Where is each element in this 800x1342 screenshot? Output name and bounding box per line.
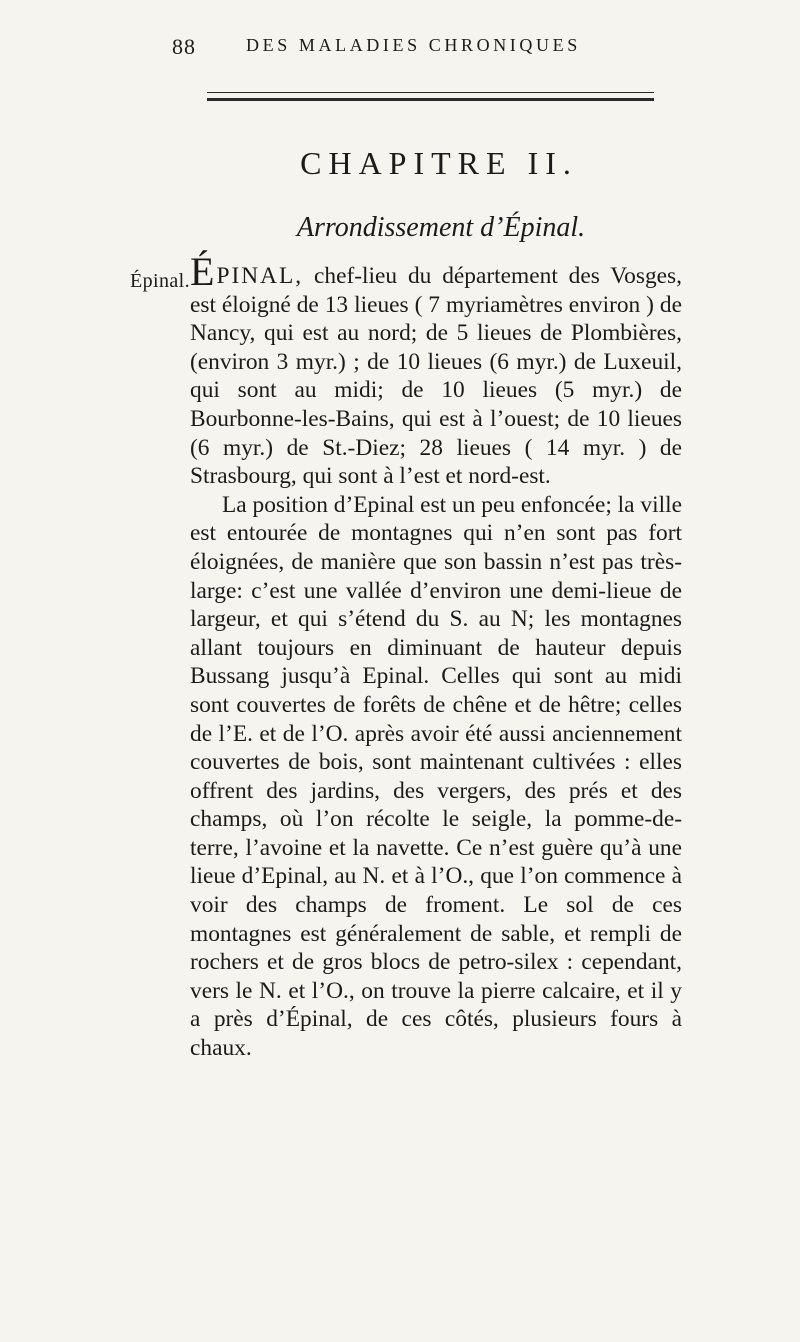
text-body xyxy=(190,249,682,1063)
running-head xyxy=(0,34,800,64)
running-title: DES MALADIES CHRONIQUES xyxy=(246,35,581,55)
paragraph-2: La position d’Epinal est un peu enfoncée; la ville est entourée de montagnes qui n’en sont pas fort éloignées, de manière que son bassin n’est pas très-large: c’est une vallée d’environ une demi-lieue de largeur, et qui s’étend du S. au N; les montagnes allant toujours en diminuant de hauteur depuis Bussang jusqu’à Epinal. Celles qui sont au midi sont couvertes de forêts de chêne et de hêtre; celles de l’E. et de l’O. après avoir été aussi anciennement couvertes de bois, sont maintenant cultivées : elles offrent des jardins, des vergers, des prés et des champs, où l’on récolte le seigle, la pomme-de-terre, l’avoine et la navette. Ce n’est guère qu’à une lieue d’Epinal, au N. et à l’O., que l’on commence à voir des champs de froment. Le sol de ces montagnes est généralement de sable, et rempli de rochers et de gros blocs de petro-silex : cependant, vers le N. et l’O., on trouve la pierre calcaire, et il y a près d’Épinal, de ces côtés, plusieurs fours à chaux. xyxy=(190,491,682,1062)
drop-cap: É xyxy=(190,249,215,294)
paragraph-text: chef-lieu du département des Vosges, est éloigné de 13 lieues ( 7 myriamètres environ ) de Nancy, qui est au nord; de 5 lieues de Plombières, (environ 3 myr.) ; de 10 lieues (6 myr.) de Luxeuil, qui sont au midi; de 10 lieues (5 myr.) de Bourbonne-les-Bains, qui est à l’ouest; de 10 lieues (6 myr.) de St.-Diez; 28 lieues ( 14 myr. ) de Strasbourg, qui sont à l’est et nord-est. xyxy=(190,263,682,490)
section-title: Arrondissement d’Épinal. xyxy=(296,212,586,243)
chapter-title: CHAPITRE II. xyxy=(300,145,578,181)
page-number: 88 xyxy=(172,34,196,59)
rule-line-top xyxy=(207,92,654,93)
paragraph-1 xyxy=(190,249,682,491)
lead-word: PINAL, xyxy=(216,263,304,289)
header-rule xyxy=(207,92,654,104)
margin-note: Épinal. xyxy=(130,270,191,292)
rule-line-bottom xyxy=(207,98,654,101)
